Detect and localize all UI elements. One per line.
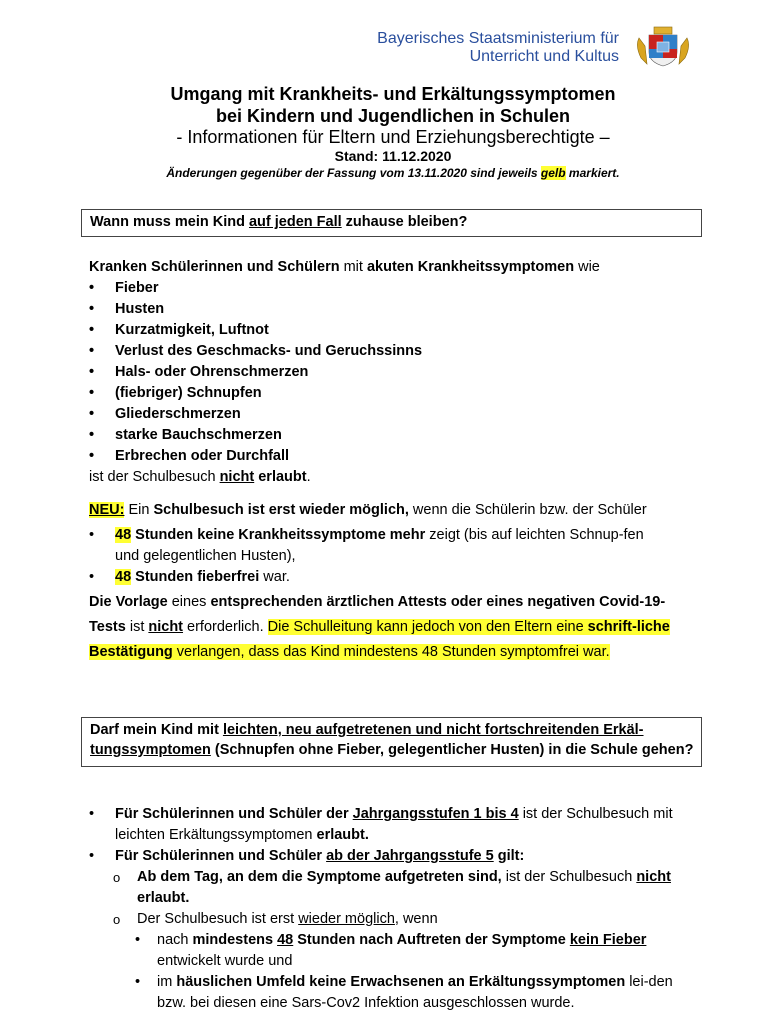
list-item: • im häuslichen Umfeld keine Erwachsenen an Erkältungssymptomen lei-den bzw. bei diesen eine Sars-Cov2 Infektion ausgeschlossen wurde. — [89, 972, 685, 1014]
list-item: • starke Bauchschmerzen — [89, 425, 694, 446]
list-item: • Gliederschmerzen — [89, 404, 694, 425]
symptom-list — [89, 278, 694, 467]
list-item: • Für Schülerinnen und Schüler ab der Jahrgangsstufe 5 gilt: — [89, 846, 685, 867]
title-subtitle: - Informationen für Eltern und Erziehungsberechtigte – — [176, 127, 610, 147]
neu-section — [89, 500, 694, 665]
sick-outro: ist der Schulbesuch nicht erlaubt. — [89, 469, 311, 485]
attest-note: Die Vorlage eines entsprechenden ärztlichen Attests oder eines negativen Covid-19-Tests ist nicht erforderlich. Die Schulleitung kann jedoch von den Eltern eine schrift-liche Bestätigung verlangen, dass das Kind mindestens 48 Stunden symptomfrei war. — [89, 594, 670, 660]
list-item: o Ab dem Tag, an dem die Symptome aufgetreten sind, ist der Schulbesuch nicht erlaubt. — [89, 867, 685, 909]
ministry-line-1: Bayerisches Staatsministerium für — [377, 30, 619, 47]
neu-intro: NEU: Ein Schulbesuch ist erst wieder möglich, wenn die Schülerin bzw. der Schüler — [89, 502, 647, 518]
list-item: • Husten — [89, 299, 694, 320]
list-item: • Erbrechen oder Durchfall — [89, 446, 694, 467]
ministry-name — [377, 30, 619, 66]
sick-section — [89, 257, 694, 488]
stand-date: Stand: 11.12.2020 — [334, 148, 452, 164]
title-line-1: Umgang mit Krankheits- und Erkältungssymptomen — [170, 84, 616, 104]
title-line-2: bei Kindern und Jugendlichen in Schulen — [215, 106, 571, 126]
neu-conditions — [89, 525, 694, 588]
question-box-2: Darf mein Kind mit leichten, neu aufgetretenen und nicht fortschreitenden Erkäl-tungssymptomen (Schnupfen ohne Fieber, gelegentlicher Husten) in die Schule gehen? — [81, 717, 702, 767]
list-item: • Fieber — [89, 278, 694, 299]
list-item: • 48 Stunden keine Krankheitssymptome mehr zeigt (bis auf leichten Schnup-fen und gelegentlichen Husten), — [89, 525, 655, 567]
list-item: • (fiebriger) Schnupfen — [89, 383, 694, 404]
grades-list — [89, 804, 685, 1014]
list-item: • 48 Stunden fieberfrei war. — [89, 567, 694, 588]
list-item: o Der Schulbesuch ist erst wieder möglich, wenn — [89, 909, 685, 930]
changes-note: Änderungen gegenüber der Fassung vom 13.11.2020 sind jeweils gelb markiert. — [166, 166, 620, 180]
list-item: • nach mindestens 48 Stunden nach Auftreten der Symptome kein Fieber entwickelt wurde und — [89, 930, 685, 972]
bavarian-crest-icon — [633, 24, 693, 68]
list-item: • Hals- oder Ohrenschmerzen — [89, 362, 694, 383]
list-item: • Für Schülerinnen und Schüler der Jahrgangsstufen 1 bis 4 ist der Schulbesuch mit leichten Erkältungssymptomen erlaubt. — [89, 804, 685, 846]
sick-intro: Kranken Schülerinnen und Schülern mit akuten Krankheitssymptomen wie — [89, 259, 600, 275]
grades-section — [89, 804, 685, 1014]
ministry-line-2: Unterricht und Kultus — [469, 48, 619, 65]
question-box-1: Wann muss mein Kind auf jeden Fall zuhause bleiben? — [81, 209, 702, 237]
document-title — [0, 83, 771, 181]
list-item: • Kurzatmigkeit, Luftnot — [89, 320, 694, 341]
list-item: • Verlust des Geschmacks- und Geruchssinns — [89, 341, 694, 362]
